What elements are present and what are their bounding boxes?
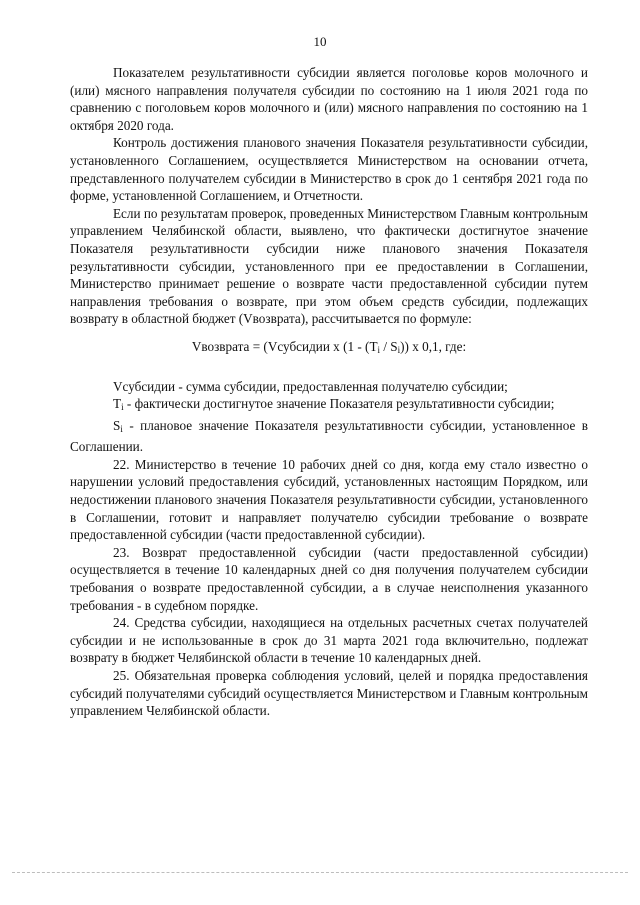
def-si-symbol: S [113,417,121,433]
paragraph-control: Контроль достижения планового значения Показателя результативности субсидии, установленного Соглашением, осуществляется Министерством на основании отчета, представленного получателем субсидии в Министерство в срок до 1 сентября 2021 года по форме, установленной Соглашением, и Отчетности. [70,135,588,204]
paragraph-indicator: Показателем результативности субсидии является поголовье коров молочного и (или) мясного направления получателя субсидии по состоянию на 1 июля 2021 года по сравнению с поголовьем коров молочного и (или) мясного направления по состоянию на 1 октября 2020 года. [70,65,588,133]
formula-lhs: Vвозврата = (Vсубсидии x (1 - (T [191,338,378,354]
formula-mid: / S [380,338,398,354]
paragraph-25: 25. Обязательная проверка соблюдения условий, целей и порядка предоставления субсидий получателями субсидий осуществляется Министерством и Главным контрольным управлением Челябинской области. [70,668,588,719]
formula-sub-s: i [397,344,401,355]
bottom-divider [12,872,628,873]
paragraph-verification: Если по результатам проверок, проведенных Министерством Главным контрольным управлением Челябинской области, выявлено, что фактически достигнутое значение Показателя результативности субсидии ниже планового значения Показателя результативности субсидии, установленного при ее предоставлении в Соглашении, Министерство принимает решение о возврате части предоставленной субсидии путем направления требования о возврате, при этом объем средств субсидии, подлежащих возврату в областной бюджет (Vвозврата), рассчитывается по формуле: [70,205,588,327]
def-ti-text: - фактически достигнутое значение Показателя результативности субсидии; [123,396,555,412]
document-body [70,64,588,720]
formula-rhs: )) x 0,1, где: [400,338,467,354]
paragraph-22: 22. Министерство в течение 10 рабочих дней со дня, когда ему стало известно о нарушении условий предоставления субсидий, установленных настоящим Порядком, или недостижении планового значения Показателя результативности субсидии, установленного в Соглашении, готовит и направляет получателю субсидии требование о возврате предоставленной субсидии (части предоставленной субсидии). [70,456,588,543]
def-si-text: - плановое значение Показателя результативности субсидии, установленное в Соглашении. [70,417,588,455]
definition-vsubsidii: Vсубсидии - сумма субсидии, предоставленная получателю субсидии; [113,378,508,394]
page-number: 10 [313,34,327,49]
paragraph-24: 24. Средства субсидии, находящиеся на отдельных расчетных счетах получателей субсидии и не использованные в срок до 31 марта 2021 года включительно, подлежат возврату в бюджет Челябинской области в течение 10 календарных дней. [70,615,588,666]
formula-sub-t: i [377,344,381,355]
def-ti-symbol: T [113,396,122,412]
return-formula [70,338,588,360]
def-si-sub: i [120,423,123,434]
def-ti-sub: i [121,402,124,413]
definition-si [70,417,588,456]
paragraph-23: 23. Возврат предоставленной субсидии (части предоставленной субсидии) осуществляется в течение 10 календарных дней со дня получения получателем субсидии требования о возврате предоставленной субсидии, а в случае неисполнения указанного требования - в судебном порядке. [70,544,588,613]
definition-ti [70,395,588,417]
